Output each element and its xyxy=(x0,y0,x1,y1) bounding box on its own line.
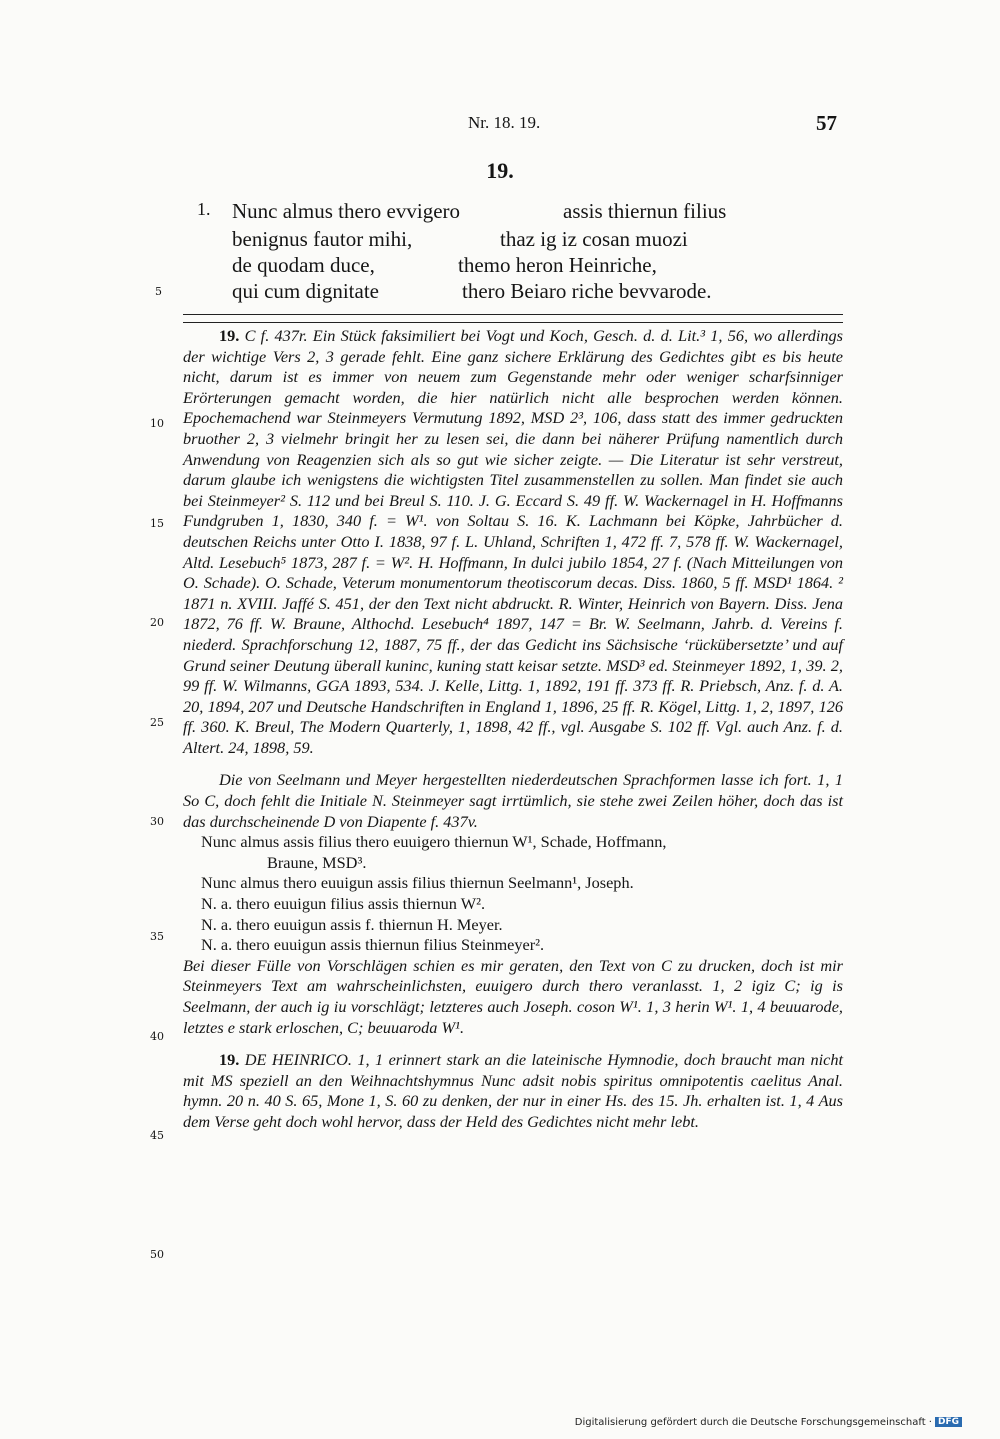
commentary-paragraph: Die von Seelmann und Meyer hergestellten niederdeutschen Sprachformen lasse ich fort. 1, 1 So C, doch fehlt die Initiale N. Steinmeyer sagt irrtümlich, sie stehe zwei Zeilen höher, doch das ist das durchscheinende D von Diapente f. 437v. xyxy=(183,770,843,831)
line-number: 50 xyxy=(150,1248,164,1261)
line-number: 35 xyxy=(150,930,164,943)
poem-line-b: thaz ig iz cosan muozi xyxy=(500,227,688,251)
variant-reading: Nunc almus thero euuigun assis filius thiernun Seelmann¹, Joseph. xyxy=(201,873,634,893)
running-head: Nr. 18. 19. xyxy=(468,113,541,132)
variant-reading: Nunc almus assis filius thero euuigero thiernun W¹, Schade, Hoffmann, xyxy=(201,832,667,852)
poem-margin-number: 5 xyxy=(155,285,162,298)
commentary-text: DE HEINRICO. 1, 1 erinnert stark an die lateinische Hymnodie, doch braucht man nicht mit MS speziell an den Weihnachtshymnus Nunc adsit nobis spiritus omnipotentis caelitus Anal. hymn. 20 n. 40 S. 65, Mone 1, S. 60 zu denken, der nur in einer Hs. des 15. Jh. erhalten ist. 1, 4 Aus dem Verse geht doch wohl hervor, dass der Held des Gedichtes nicht mehr lebt. xyxy=(183,1050,843,1131)
variant-reading: Braune, MSD³. xyxy=(267,852,367,872)
divider-rule xyxy=(183,314,843,315)
poem-line-a: qui cum dignitate xyxy=(232,279,379,303)
commentary-paragraph: Bei dieser Fülle von Vorschlägen schien es mir geraten, den Text von C zu drucken, doch ist mir Steinmeyers Text am wahrscheinlichsten, euuigero durch thero veranlasst. 1, 2 igiz C; ig is Seelmann, der auch ig iu vorschlägt; letzteres auch Joseph. coson W¹. 1, 3 herin W¹. 1, 4 beuuarode, letztes e stark erloschen, C; beuuaroda W¹. xyxy=(183,955,843,1037)
page-number: 57 xyxy=(816,111,837,135)
variant-reading: N. a. thero euuigun filius assis thiernun W². xyxy=(201,894,486,914)
commentary xyxy=(183,326,843,1133)
poem-line-b: themo heron Heinriche, xyxy=(458,253,657,277)
poem-number: 19. xyxy=(486,158,514,183)
poem-line-b: thero Beiaro riche bevvarode. xyxy=(462,279,712,303)
line-number: 30 xyxy=(150,815,164,828)
line-number: 45 xyxy=(150,1129,164,1142)
line-number: 40 xyxy=(150,1030,164,1043)
variant-reading: N. a. thero euuigun assis thiernun filius Steinmeyer². xyxy=(201,935,545,955)
note-number: 19. xyxy=(219,1050,240,1070)
footer-text: Digitalisierung gefördert durch die Deutsche Forschungsgemeinschaft · xyxy=(574,1417,932,1428)
poem-line-a: Nunc almus thero evvigero xyxy=(232,199,461,223)
poem-line-a: de quodam duce, xyxy=(232,253,375,277)
line-number: 25 xyxy=(150,716,164,729)
footer-credit xyxy=(575,1417,962,1428)
variant-list xyxy=(183,832,843,956)
commentary-text: C f. 437r. Ein Stück faksimiliert bei Vogt und Koch, Gesch. d. d. Lit.³ 1, 56, wo allerdings der wichtige Vers 2, 3 gerade fehlt. Eine ganz sichere Erklärung des Gedichtes gibt es bis heute nicht, darum ist es immer von neuem zum Gegenstande mehr oder weniger scharfsinniger Erörterungen gemacht worden, die hier natürlich nicht alle besprochen werden können. Epochemachend war Steinmeyers Vermutung 1892, MSD 2³, 106, dass statt des immer gedruckten bruother 2, 3 vielmehr bringit her zu lesen sei, die dann bei näherer Prüfung namentlich durch Anwendung von Reagenzien sich als so gut wie sicher zeigte. — Die Literatur ist sehr verstreut, darum glaube ich wenigstens die wichtigsten Titel zusammenstellen zu sollen. Man findet sie auch bei Steinmeyer² S. 112 und bei Breul S. 110. J. G. Eccard S. 49 ff. W. Wackernagel in H. Hoffmanns Fundgruben 1, 1830, 340 f. = W¹. von Soltau S. 16. K. Lachmann bei Köpke, Jahrbücher d. deutschen Reichs unter Otto I. 1838, 97 f. L. Uhland, Schriften 1, 472 ff. 7, 578 ff. W. Wackernagel, Altd. Lesebuch⁵ 1873, 287 f. = W². H. Hoffmann, In dulci jubilo 1854, 27 f. (Nach Mitteilungen von O. Schade). O. Schade, Veterum monumentorum theotiscorum decas. Diss. 1860, 5 ff. MSD¹ 1864. ² 1871 n. XVIII. Jaffé S. 451, der den Text nicht abdruckt. R. Winter, Heinrich von Bayern. Diss. Jena 1872, 76 ff. W. Braune, Althochd. Lesebuch⁴ 1897, 147 = Br. W. Seelmann, Jahrb. d. Vereins f. niederd. Sprachforschung 12, 1887, 75 ff., der das Gedicht ins Sächsische ‘rückübersetzte’ und auf Grund seiner Deutung überall kuninc, kuning statt keisar setzte. MSD³ ed. Steinmeyer 1892, 1, 39. 2, 99 ff. W. Wilmanns, GGA 1893, 534. J. Kelle, Littg. 1, 1892, 191 ff. 373 ff. R. Priebsch, Anz. f. d. A. 20, 1894, 207 und Deutsche Handschriften in England 1, 1896, 25 ff. R. Kögel, Littg. 1, 2, 1897, 126 ff. 360. K. Breul, The Modern Quarterly, 1, 1898, 42 ff., vgl. Ausgabe S. 102 ff. Vgl. auch Anz. f. d. Altert. 24, 1898, 59. xyxy=(183,326,843,757)
note-number: 19. xyxy=(219,326,240,345)
line-number: 10 xyxy=(150,417,164,430)
page-header xyxy=(0,113,1000,143)
line-number: 20 xyxy=(150,616,164,629)
variant-reading: N. a. thero euuigun assis f. thiernun H. Meyer. xyxy=(201,914,503,934)
commentary-paragraph xyxy=(183,1050,843,1132)
poem-line-a: benignus fautor mihi, xyxy=(232,227,413,251)
commentary-paragraph xyxy=(183,326,843,758)
line-number: 15 xyxy=(150,517,164,530)
poem-line-number: 1. xyxy=(197,199,211,219)
dfg-logo: DFG xyxy=(935,1417,962,1427)
poem-line-b: assis thiernun filius xyxy=(563,199,727,223)
